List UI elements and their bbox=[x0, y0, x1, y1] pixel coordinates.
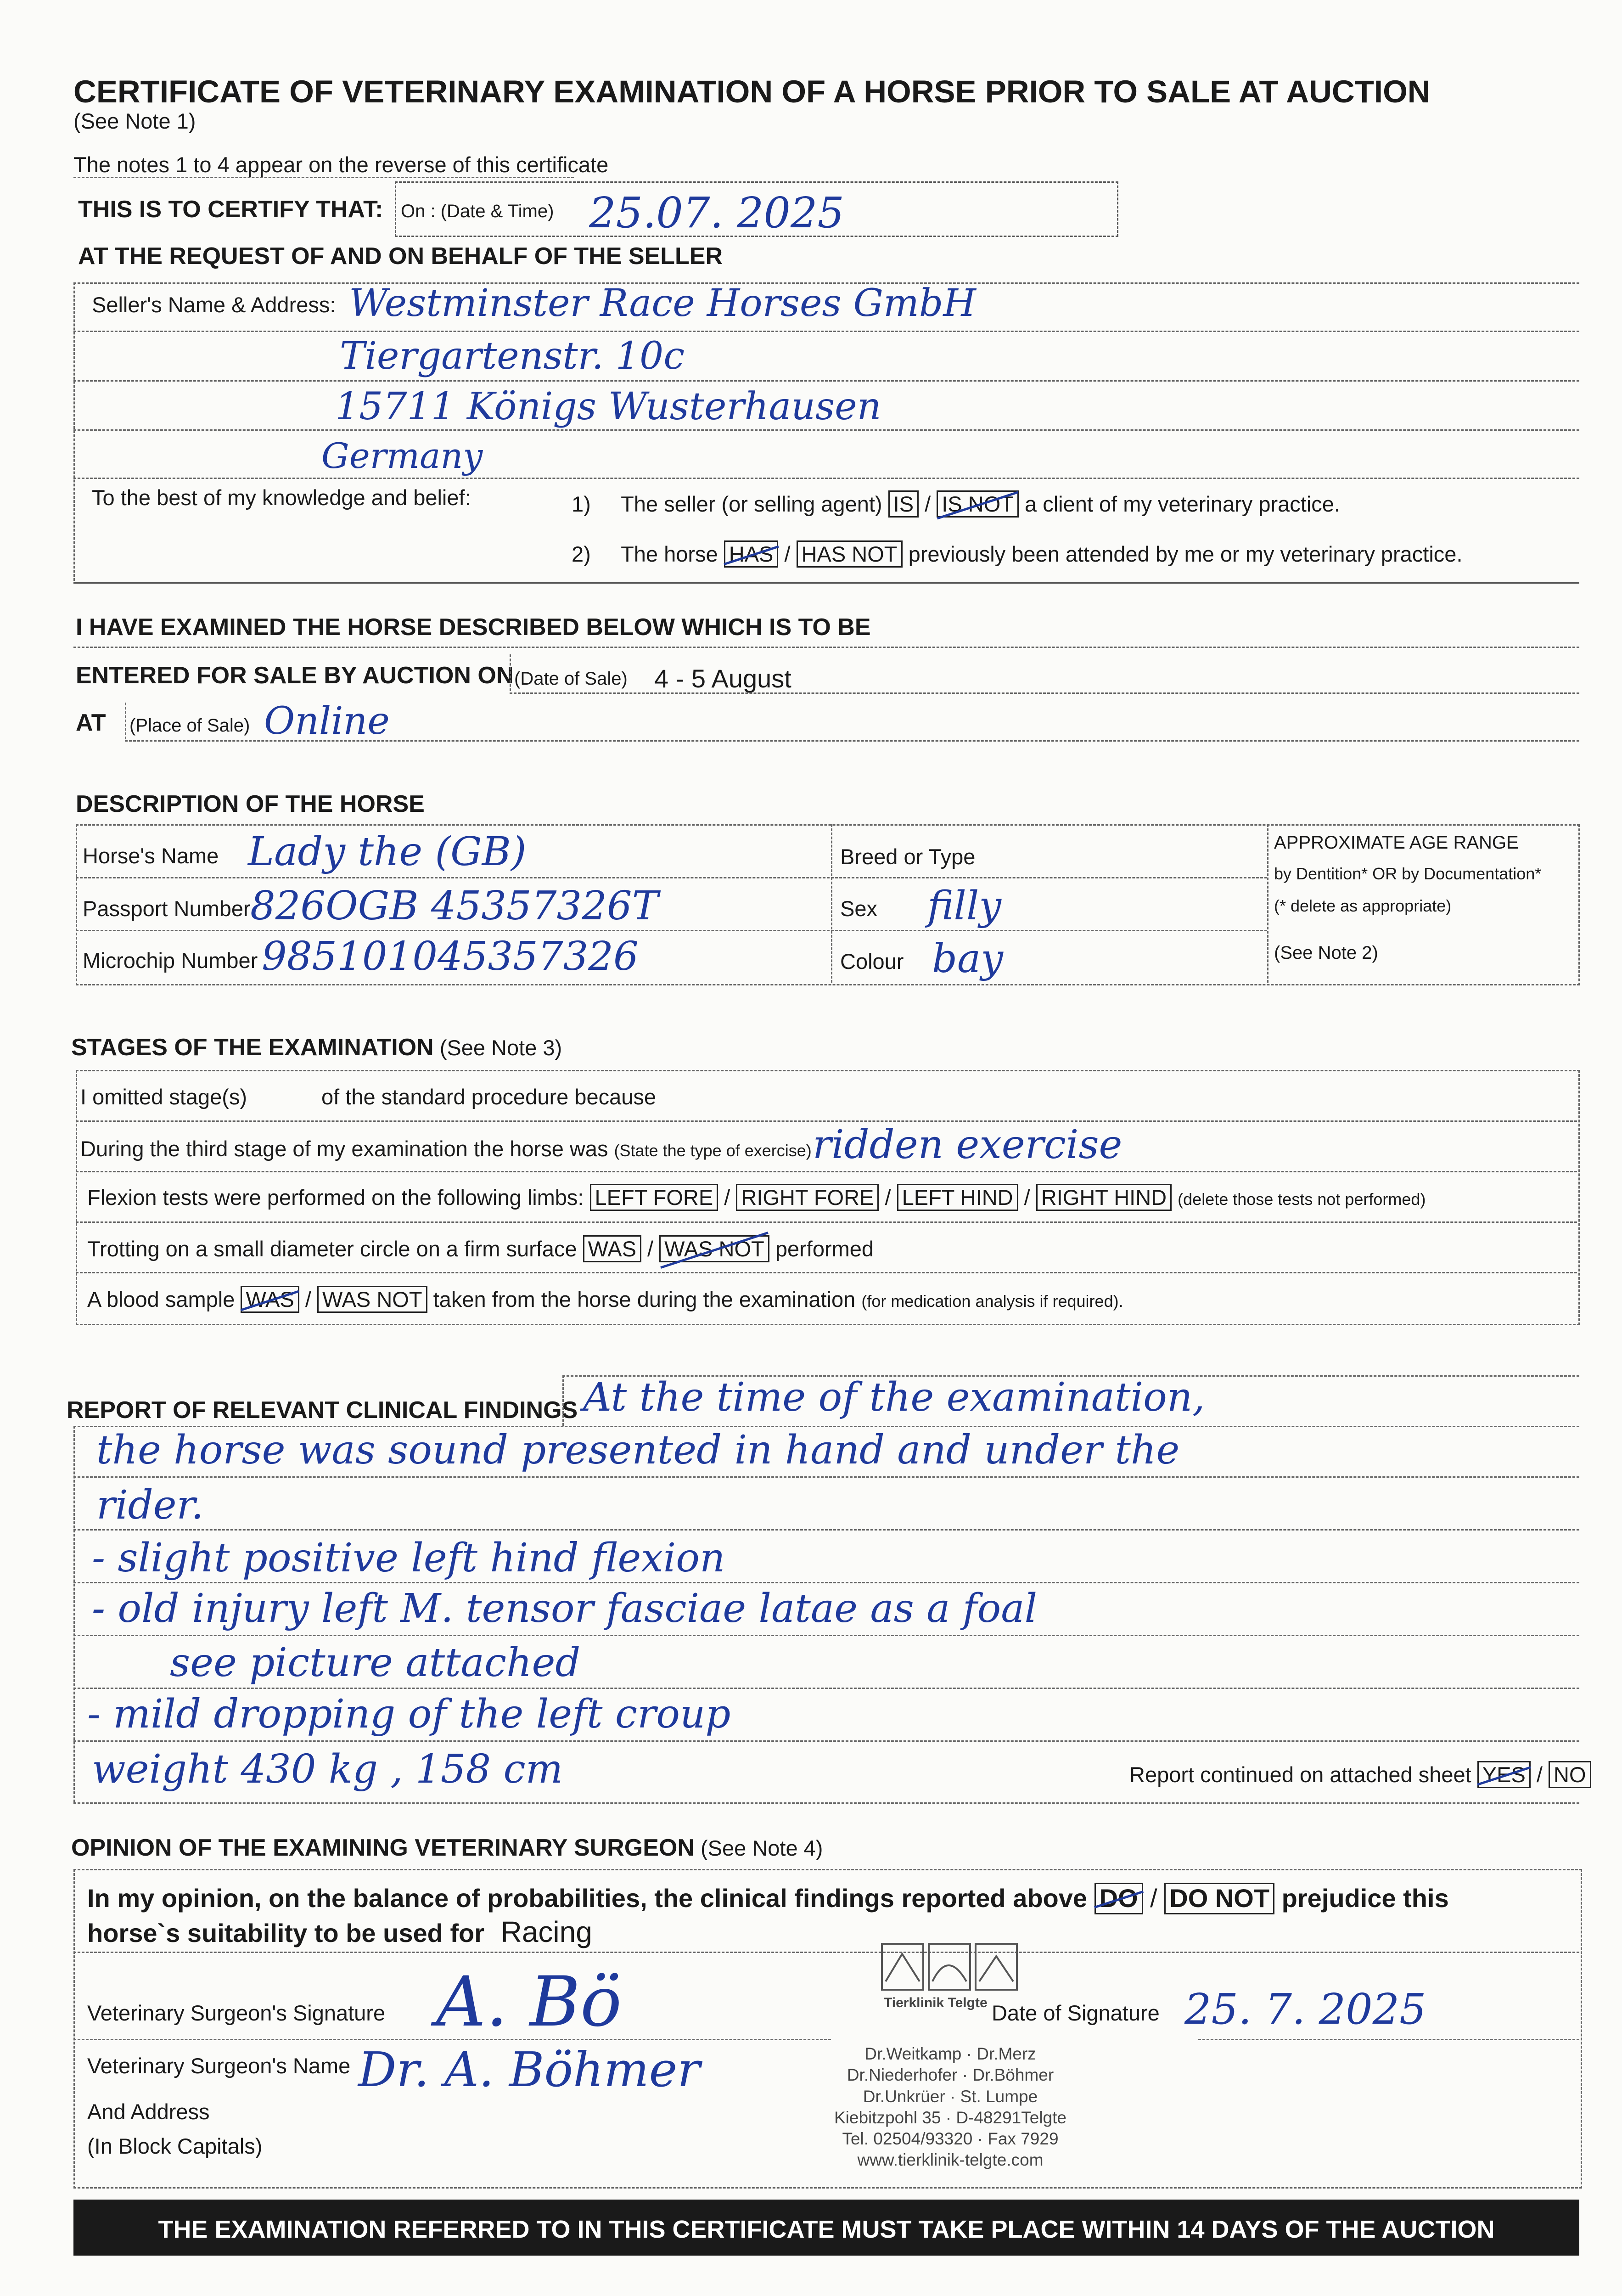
certify-date-box bbox=[395, 181, 1118, 237]
opinion-heading: OPINION OF THE EXAMINING VETERINARY SURGEON bbox=[71, 1835, 695, 1861]
age-heading: APPROXIMATE AGE RANGE bbox=[1274, 833, 1519, 853]
seller-line-3: 15711 Königs Wusterhausen bbox=[335, 385, 881, 428]
is-not-option: IS NOT bbox=[937, 490, 1019, 518]
signature-value: A. Bö bbox=[436, 1962, 622, 2042]
date-of-sale-label: (Date of Sale) bbox=[514, 669, 628, 689]
request-heading: AT THE REQUEST OF AND ON BEHALF OF THE SELLER bbox=[78, 243, 723, 270]
blood-row: A blood sample WAS / WAS NOT taken from the horse during the examination (for medication analysis if required). bbox=[87, 1286, 1123, 1313]
seller-label: Seller's Name & Address: bbox=[92, 293, 336, 317]
opinion-line-1: In my opinion, on the balance of probabilities, the clinical findings reported above DO / DO NOT prejudice this bbox=[87, 1883, 1449, 1914]
finding-line-5: - old injury left M. tensor fasciae latae as a foal bbox=[92, 1586, 1038, 1632]
do-not-option: DO NOT bbox=[1164, 1883, 1274, 1914]
knowledge-label: To the best of my knowledge and belief: bbox=[92, 485, 471, 510]
finding-line-7: - mild dropping of the left croup bbox=[87, 1691, 731, 1737]
continued-row: Report continued on attached sheet YES / NO bbox=[1129, 1761, 1591, 1788]
age-delete: (* delete as appropriate) bbox=[1274, 896, 1452, 915]
do-option: DO bbox=[1094, 1883, 1143, 1914]
certificate-title: CERTIFICATE OF VETERINARY EXAMINATION OF A HORSE PRIOR TO SALE AT AUCTION bbox=[73, 74, 1431, 109]
date-of-sale-value: 4 - 5 August bbox=[654, 664, 791, 693]
finding-line-4: - slight positive left hind flexion bbox=[92, 1535, 725, 1581]
notes-intro: The notes 1 to 4 appear on the reverse of this certificate bbox=[73, 152, 609, 177]
microchip-value: 985101045357326 bbox=[262, 934, 639, 979]
stamp-line: Dr.Weitkamp · Dr.Merz bbox=[864, 2044, 1036, 2063]
breed-label: Breed or Type bbox=[840, 844, 976, 869]
passport-value: 826OGB 45357326T bbox=[250, 883, 658, 929]
knowledge-item2: 2) The horse HAS / HAS NOT previously been attended by me or my veterinary practice. bbox=[572, 540, 1463, 568]
left-fore-option: LEFT FORE bbox=[590, 1184, 718, 1211]
used-for-value: Racing bbox=[500, 1915, 592, 1948]
has-option: HAS bbox=[724, 540, 779, 568]
knowledge-item1: 1) The seller (or selling agent) IS / IS NOT a client of my veterinary practice. bbox=[572, 490, 1340, 518]
name-value: Dr. A. Böhmer bbox=[358, 2042, 700, 2098]
colour-label: Colour bbox=[840, 949, 904, 974]
blood-was-not-option: WAS NOT bbox=[317, 1286, 427, 1313]
omitted-a: I omitted stage(s) bbox=[80, 1085, 247, 1109]
certify-label: THIS IS TO CERTIFY THAT: bbox=[78, 196, 383, 223]
age-note: (See Note 2) bbox=[1274, 943, 1378, 963]
description-heading: DESCRIPTION OF THE HORSE bbox=[76, 791, 425, 817]
signature-label: Veterinary Surgeon's Signature bbox=[87, 2001, 386, 2025]
finding-line-6: see picture attached bbox=[170, 1640, 581, 1686]
see-note-1: (See Note 1) bbox=[73, 109, 196, 133]
seller-line-4: Germany bbox=[321, 435, 483, 476]
age-by: by Dentition* OR by Documentation* bbox=[1274, 864, 1542, 883]
seller-line-1: Westminster Race Horses GmbH bbox=[349, 281, 976, 325]
entered-label: ENTERED FOR SALE BY AUCTION ON bbox=[76, 662, 514, 689]
finding-line-2: the horse was sound presented in hand and under the bbox=[96, 1427, 1180, 1473]
finding-line-1: At the time of the examination, bbox=[583, 1374, 1205, 1420]
findings-heading: REPORT OF RELEVANT CLINICAL FINDINGS bbox=[67, 1397, 578, 1424]
clinic-stamp bbox=[790, 2043, 1111, 2171]
stamp-line: Dr.Niederhofer · Dr.Böhmer bbox=[847, 2065, 1054, 2085]
left-hind-option: LEFT HIND bbox=[897, 1184, 1018, 1211]
on-date-value: 25.07. 2025 bbox=[589, 188, 844, 237]
stamp-line: Dr.Unkrüer · St. Lumpe bbox=[863, 2087, 1038, 2106]
has-not-option: HAS NOT bbox=[797, 540, 903, 568]
at-label: AT bbox=[76, 709, 106, 736]
right-fore-option: RIGHT FORE bbox=[736, 1184, 879, 1211]
date-of-signature-value: 25. 7. 2025 bbox=[1184, 1985, 1426, 2034]
footer-banner bbox=[73, 2200, 1579, 2256]
stamp-line: Tel. 02504/93320 · Fax 7929 bbox=[842, 2129, 1059, 2148]
finding-line-3: rider. bbox=[96, 1482, 204, 1528]
trot-was-option: WAS bbox=[583, 1235, 641, 1262]
examined-heading: I HAVE EXAMINED THE HORSE DESCRIBED BELOW WHICH IS TO BE bbox=[76, 614, 871, 641]
block-caps-label: (In Block Capitals) bbox=[87, 2134, 263, 2158]
stages-heading-block bbox=[71, 1035, 562, 1059]
third-stage: During the third stage of my examination the horse was (State the type of exercise) bbox=[80, 1137, 812, 1161]
on-date-label: On : (Date & Time) bbox=[401, 201, 554, 221]
date-of-signature-label: Date of Signature bbox=[992, 2001, 1160, 2025]
omitted-b: of the standard procedure because bbox=[321, 1085, 657, 1109]
place-of-sale-label: (Place of Sale) bbox=[129, 715, 250, 736]
footer-text: THE EXAMINATION REFERRED TO IN THIS CERTIFICATE MUST TAKE PLACE WITHIN 14 DAYS OF THE AUCTION bbox=[158, 2216, 1495, 2243]
stages-note: (See Note 3) bbox=[439, 1035, 562, 1060]
trot-row: Trotting on a small diameter circle on a firm surface WAS / WAS NOT performed bbox=[87, 1235, 874, 1262]
address-label: And Address bbox=[87, 2099, 210, 2124]
right-hind-option: RIGHT HIND bbox=[1036, 1184, 1172, 1211]
stamp-line: www.tierklinik-telgte.com bbox=[857, 2150, 1044, 2170]
stages-heading: STAGES OF THE EXAMINATION bbox=[71, 1034, 434, 1061]
horse-name-value: Lady the (GB) bbox=[248, 829, 527, 875]
place-of-sale-value: Online bbox=[264, 699, 390, 743]
opinion-note: (See Note 4) bbox=[700, 1836, 823, 1860]
third-stage-value: ridden exercise bbox=[813, 1122, 1122, 1168]
flexion-row: Flexion tests were performed on the following limbs: LEFT FORE / RIGHT FORE / LEFT HIND / RIGHT HIND (delete those tests not performed) bbox=[87, 1184, 1426, 1211]
blood-was-option: WAS bbox=[241, 1286, 299, 1313]
continued-no-option: NO bbox=[1549, 1761, 1591, 1788]
is-option: IS bbox=[888, 490, 919, 518]
sex-label: Sex bbox=[840, 896, 877, 921]
continued-yes-option: YES bbox=[1477, 1761, 1531, 1788]
name-label: Veterinary Surgeon's Name bbox=[87, 2054, 351, 2078]
opinion-heading-block bbox=[71, 1836, 823, 1860]
opinion-line-2: horse`s suitability to be used for Racing bbox=[87, 1915, 592, 1948]
trot-was-not-option: WAS NOT bbox=[659, 1235, 769, 1262]
stamp-line: Kiebitzpohl 35 · D-48291Telgte bbox=[834, 2108, 1066, 2127]
sex-value: filly bbox=[927, 883, 1001, 929]
clinic-name: Tierklinik Telgte bbox=[884, 1995, 988, 2010]
passport-label: Passport Number bbox=[83, 896, 251, 921]
microchip-label: Microchip Number bbox=[83, 948, 258, 973]
finding-line-8: weight 430 kg , 158 cm bbox=[92, 1746, 563, 1792]
colour-value: bay bbox=[932, 936, 1003, 982]
seller-line-2: Tiergartenstr. 10c bbox=[340, 334, 685, 378]
horse-name-label: Horse's Name bbox=[83, 844, 219, 868]
